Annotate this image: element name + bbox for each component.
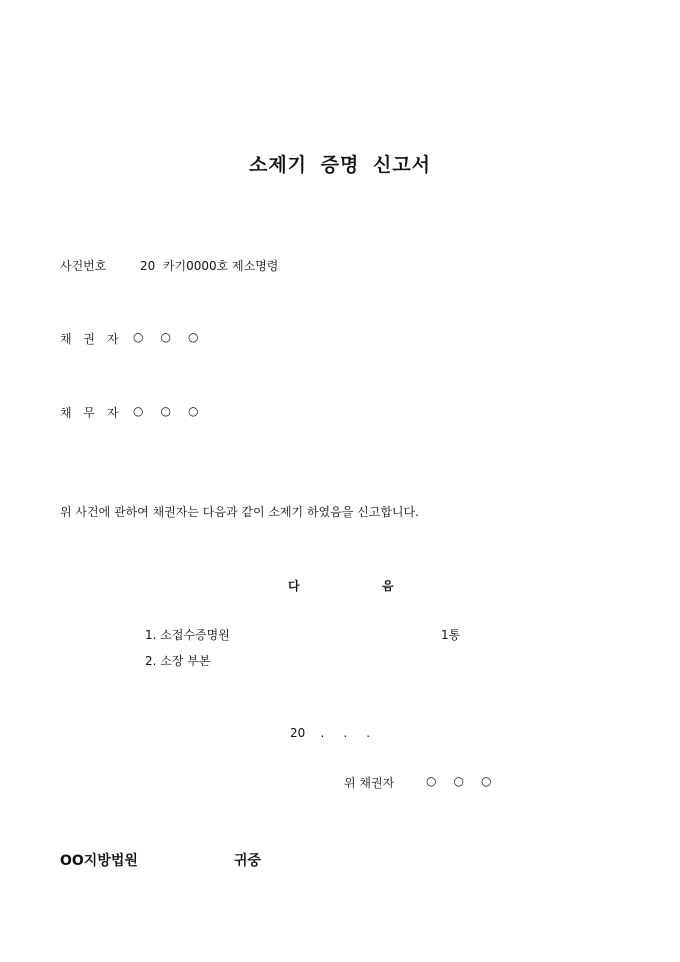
debtor-name-mark: ○	[160, 404, 171, 418]
court-name: OO지방법원	[60, 853, 138, 869]
date-line: 20 . . .	[290, 726, 371, 740]
creditor-name-mark: ○	[133, 330, 144, 344]
debtor-name	[133, 404, 198, 418]
debtor-name-mark: ○	[133, 404, 144, 418]
creditor-name	[133, 330, 198, 344]
attachment-item-2: 2. 소장 부본	[145, 654, 211, 668]
signature-name	[426, 774, 491, 788]
case-number-value: 20 카기0000호 제소명령	[140, 259, 279, 273]
court-suffix: 귀중	[234, 853, 262, 869]
signature-name-mark: ○	[453, 774, 464, 788]
attachment-item-1: 1. 소접수증명원	[145, 628, 230, 642]
section-heading-right: 음	[382, 579, 394, 593]
attachment-count-1: 1통	[441, 628, 461, 642]
creditor-name-mark: ○	[160, 330, 171, 344]
document-title: 소제기 증명 신고서	[248, 154, 432, 176]
debtor-name-mark: ○	[187, 404, 199, 418]
creditor-name-mark: ○	[187, 330, 199, 344]
debtor-label: 채 무 자	[60, 406, 123, 420]
case-number-label: 사건번호	[60, 259, 107, 273]
section-heading-left: 다	[288, 579, 300, 593]
declaration-text: 위 사건에 관하여 채권자는 다음과 같이 소제기 하였음을 신고합니다.	[60, 505, 419, 519]
signature-label: 위 채권자	[344, 776, 395, 790]
signature-name-mark: ○	[426, 774, 437, 788]
signature-name-mark: ○	[480, 774, 492, 788]
creditor-label: 채 권 자	[60, 332, 123, 346]
